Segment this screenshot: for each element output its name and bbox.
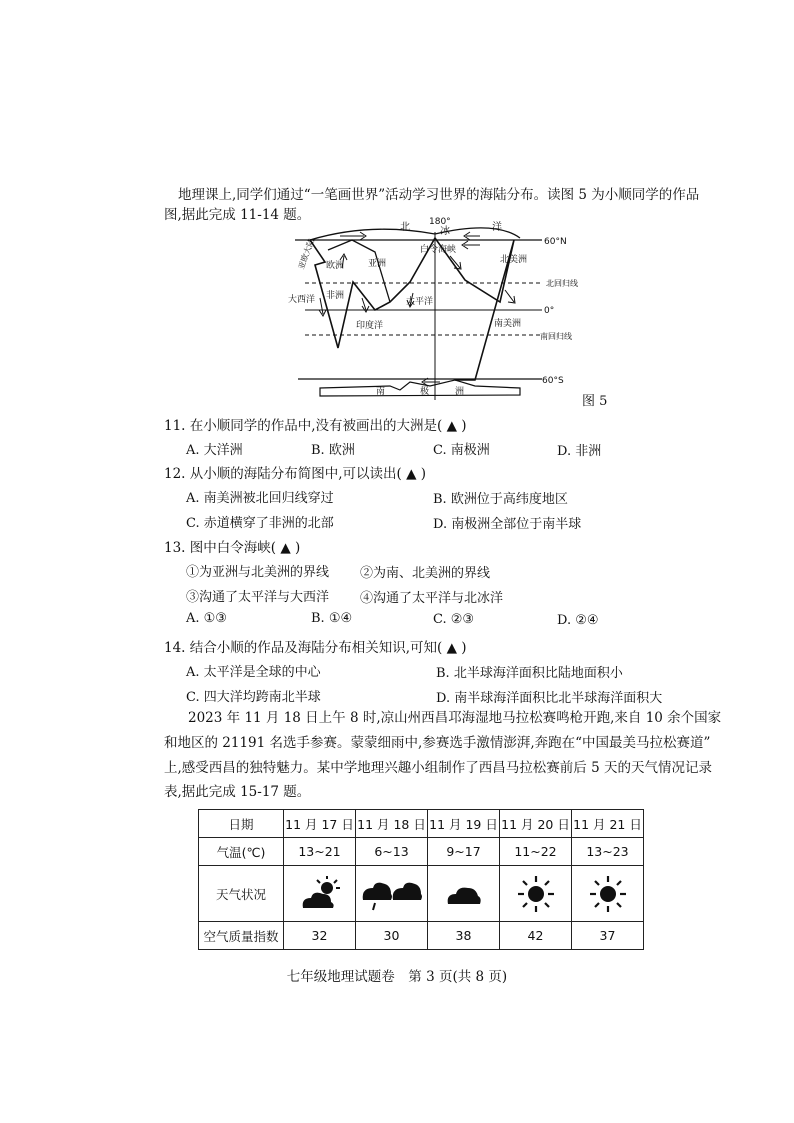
q13-statement-3: ③沟通了太平洋与大西洋: [186, 590, 330, 605]
q13-statement-2: ②为南、北美洲的界线: [360, 566, 491, 581]
weather-table: [198, 809, 644, 950]
temp-cell: 9~17: [428, 838, 500, 866]
sunny-icon: [588, 874, 628, 914]
q12-option-d: D. 南极洲全部位于南半球: [433, 517, 582, 532]
table-row: [199, 866, 644, 922]
pacific-label: 太平洋: [406, 297, 434, 307]
arrow-arctic-2: [464, 232, 480, 240]
antarctic-label-3: 洲: [455, 387, 465, 397]
europe-label: 欧洲: [326, 261, 345, 271]
atlantic-label: 大西洋: [288, 295, 316, 305]
table-row: [199, 922, 644, 950]
passage-line-2: 和地区的 21191 名选手参赛。蒙蒙细雨中,参赛选手激情澎湃,奔跑在“中国最美马拉松赛道”: [164, 735, 711, 751]
question-14-stem: 14. 结合小顺的作品及海陆分布相关知识,可知( ▲ ): [164, 640, 467, 656]
question-11-stem: 11. 在小顺同学的作品中,没有被画出的大洲是( ▲ ): [164, 418, 467, 434]
aqi-cell: 38: [428, 922, 500, 950]
meridian-label: 180°: [429, 217, 451, 227]
arctic-north-label: 北: [400, 222, 410, 233]
row-header-aqi: 空气质量指数: [199, 922, 284, 950]
arctic-ice-label: 冰: [440, 226, 450, 237]
passage-line-3: 上,感受西昌的独特魅力。某中学地理兴趣小组制作了西昌马拉松赛前后 5 天的天气情况记录: [164, 760, 712, 776]
table-row: [199, 810, 644, 838]
north-america-label: 北美洲: [500, 255, 528, 265]
q11-option-d: D. 非洲: [557, 444, 602, 459]
condition-cell: [356, 866, 428, 922]
table-row: [199, 838, 644, 866]
antarctic-label-2: 极: [420, 387, 430, 397]
condition-cell: [284, 866, 356, 922]
q13-option-b: B. ①④: [311, 611, 353, 626]
rain-cloudy-icon: [361, 874, 423, 914]
date-cell: 11 月 19 日: [428, 810, 500, 838]
temp-cell: 11~22: [500, 838, 572, 866]
arrow-arctic-1: [340, 232, 366, 240]
q12-option-a: A. 南美洲被北回归线穿过: [186, 491, 334, 506]
intro-line-2: 图,据此完成 11-14 题。: [164, 207, 311, 223]
aqi-cell: 42: [500, 922, 572, 950]
tropic-cancer-label: 北回归线: [546, 279, 578, 288]
q13-statement-1: ①为亚洲与北美洲的界线: [186, 565, 330, 580]
arrow-bering: [462, 241, 480, 249]
condition-cell: [428, 866, 500, 922]
one-stroke-world-map: [280, 210, 620, 410]
overcast-icon: [444, 874, 484, 914]
asia-label: 亚洲: [368, 259, 387, 269]
arctic-arc: [310, 228, 520, 240]
temp-cell: 6~13: [356, 838, 428, 866]
partly-cloudy-icon: [297, 874, 343, 914]
row-header-temp: 气温(℃): [199, 838, 284, 866]
q11-option-c: C. 南极洲: [433, 443, 490, 458]
date-cell: 11 月 17 日: [284, 810, 356, 838]
date-cell: 11 月 18 日: [356, 810, 428, 838]
q14-option-c: C. 四大洋均跨南北半球: [186, 690, 321, 705]
row-header-condition: 天气状况: [199, 866, 284, 922]
south-america-label: 南美洲: [494, 319, 522, 329]
lat-60n-label: 60°N: [544, 237, 567, 247]
sunny-icon: [516, 874, 556, 914]
indian-label: 印度洋: [356, 321, 384, 331]
temp-cell: 13~23: [572, 838, 644, 866]
aqi-cell: 37: [572, 922, 644, 950]
passage-line-1: 2023 年 11 月 18 日上午 8 时,凉山州西昌邛海湿地马拉松赛鸣枪开跑,来自 10 余个国家: [188, 710, 722, 726]
arctic-ocean-label: 洋: [492, 222, 502, 233]
figure-label: 图 5: [582, 394, 608, 409]
q13-option-a: A. ①③: [186, 611, 227, 626]
q13-option-c: C. ②③: [433, 612, 475, 627]
date-cell: 11 月 20 日: [500, 810, 572, 838]
q14-option-b: B. 北半球海洋面积比陆地面积小: [436, 666, 623, 681]
q13-option-d: D. ②④: [557, 613, 599, 628]
temp-cell: 13~21: [284, 838, 356, 866]
q13-statement-4: ④沟通了太平洋与北冰洋: [360, 591, 504, 606]
question-12-stem: 12. 从小顺的海陆分布简图中,可以读出( ▲ ): [164, 466, 427, 482]
antarctic-label-1: 南: [376, 387, 386, 397]
passage-line-4: 表,据此完成 15-17 题。: [164, 784, 311, 800]
eurasia-vertical-label: 亚欧大陆: [296, 237, 317, 271]
intro-line-1: 地理课上,同学们通过“一笔画世界”活动学习世界的海陆分布。读图 5 为小顺同学的作品: [178, 187, 700, 203]
q12-option-b: B. 欧洲位于高纬度地区: [433, 492, 568, 507]
equator-label: 0°: [544, 306, 555, 316]
question-13-stem: 13. 图中白令海峡( ▲ ): [164, 540, 301, 556]
condition-cell: [572, 866, 644, 922]
condition-cell: [500, 866, 572, 922]
date-cell: 11 月 21 日: [572, 810, 644, 838]
q11-option-a: A. 大洋洲: [186, 443, 243, 458]
page-footer: 七年级地理试题卷 第 3 页(共 8 页): [286, 969, 508, 985]
tropic-capricorn-label: 南回归线: [540, 332, 572, 341]
lat-60s-label: 60°S: [542, 376, 564, 386]
q14-option-a: A. 太平洋是全球的中心: [186, 665, 321, 680]
bering-label: 白令海峡: [420, 245, 457, 255]
aqi-cell: 32: [284, 922, 356, 950]
africa-label: 非洲: [326, 291, 345, 301]
q11-option-b: B. 欧洲: [311, 443, 355, 458]
arrow-pacific: [505, 290, 515, 303]
aqi-cell: 30: [356, 922, 428, 950]
row-header-date: 日期: [199, 810, 284, 838]
q14-option-d: D. 南半球海洋面积比北半球海洋面积大: [436, 691, 663, 706]
q12-option-c: C. 赤道横穿了非洲的北部: [186, 516, 334, 531]
